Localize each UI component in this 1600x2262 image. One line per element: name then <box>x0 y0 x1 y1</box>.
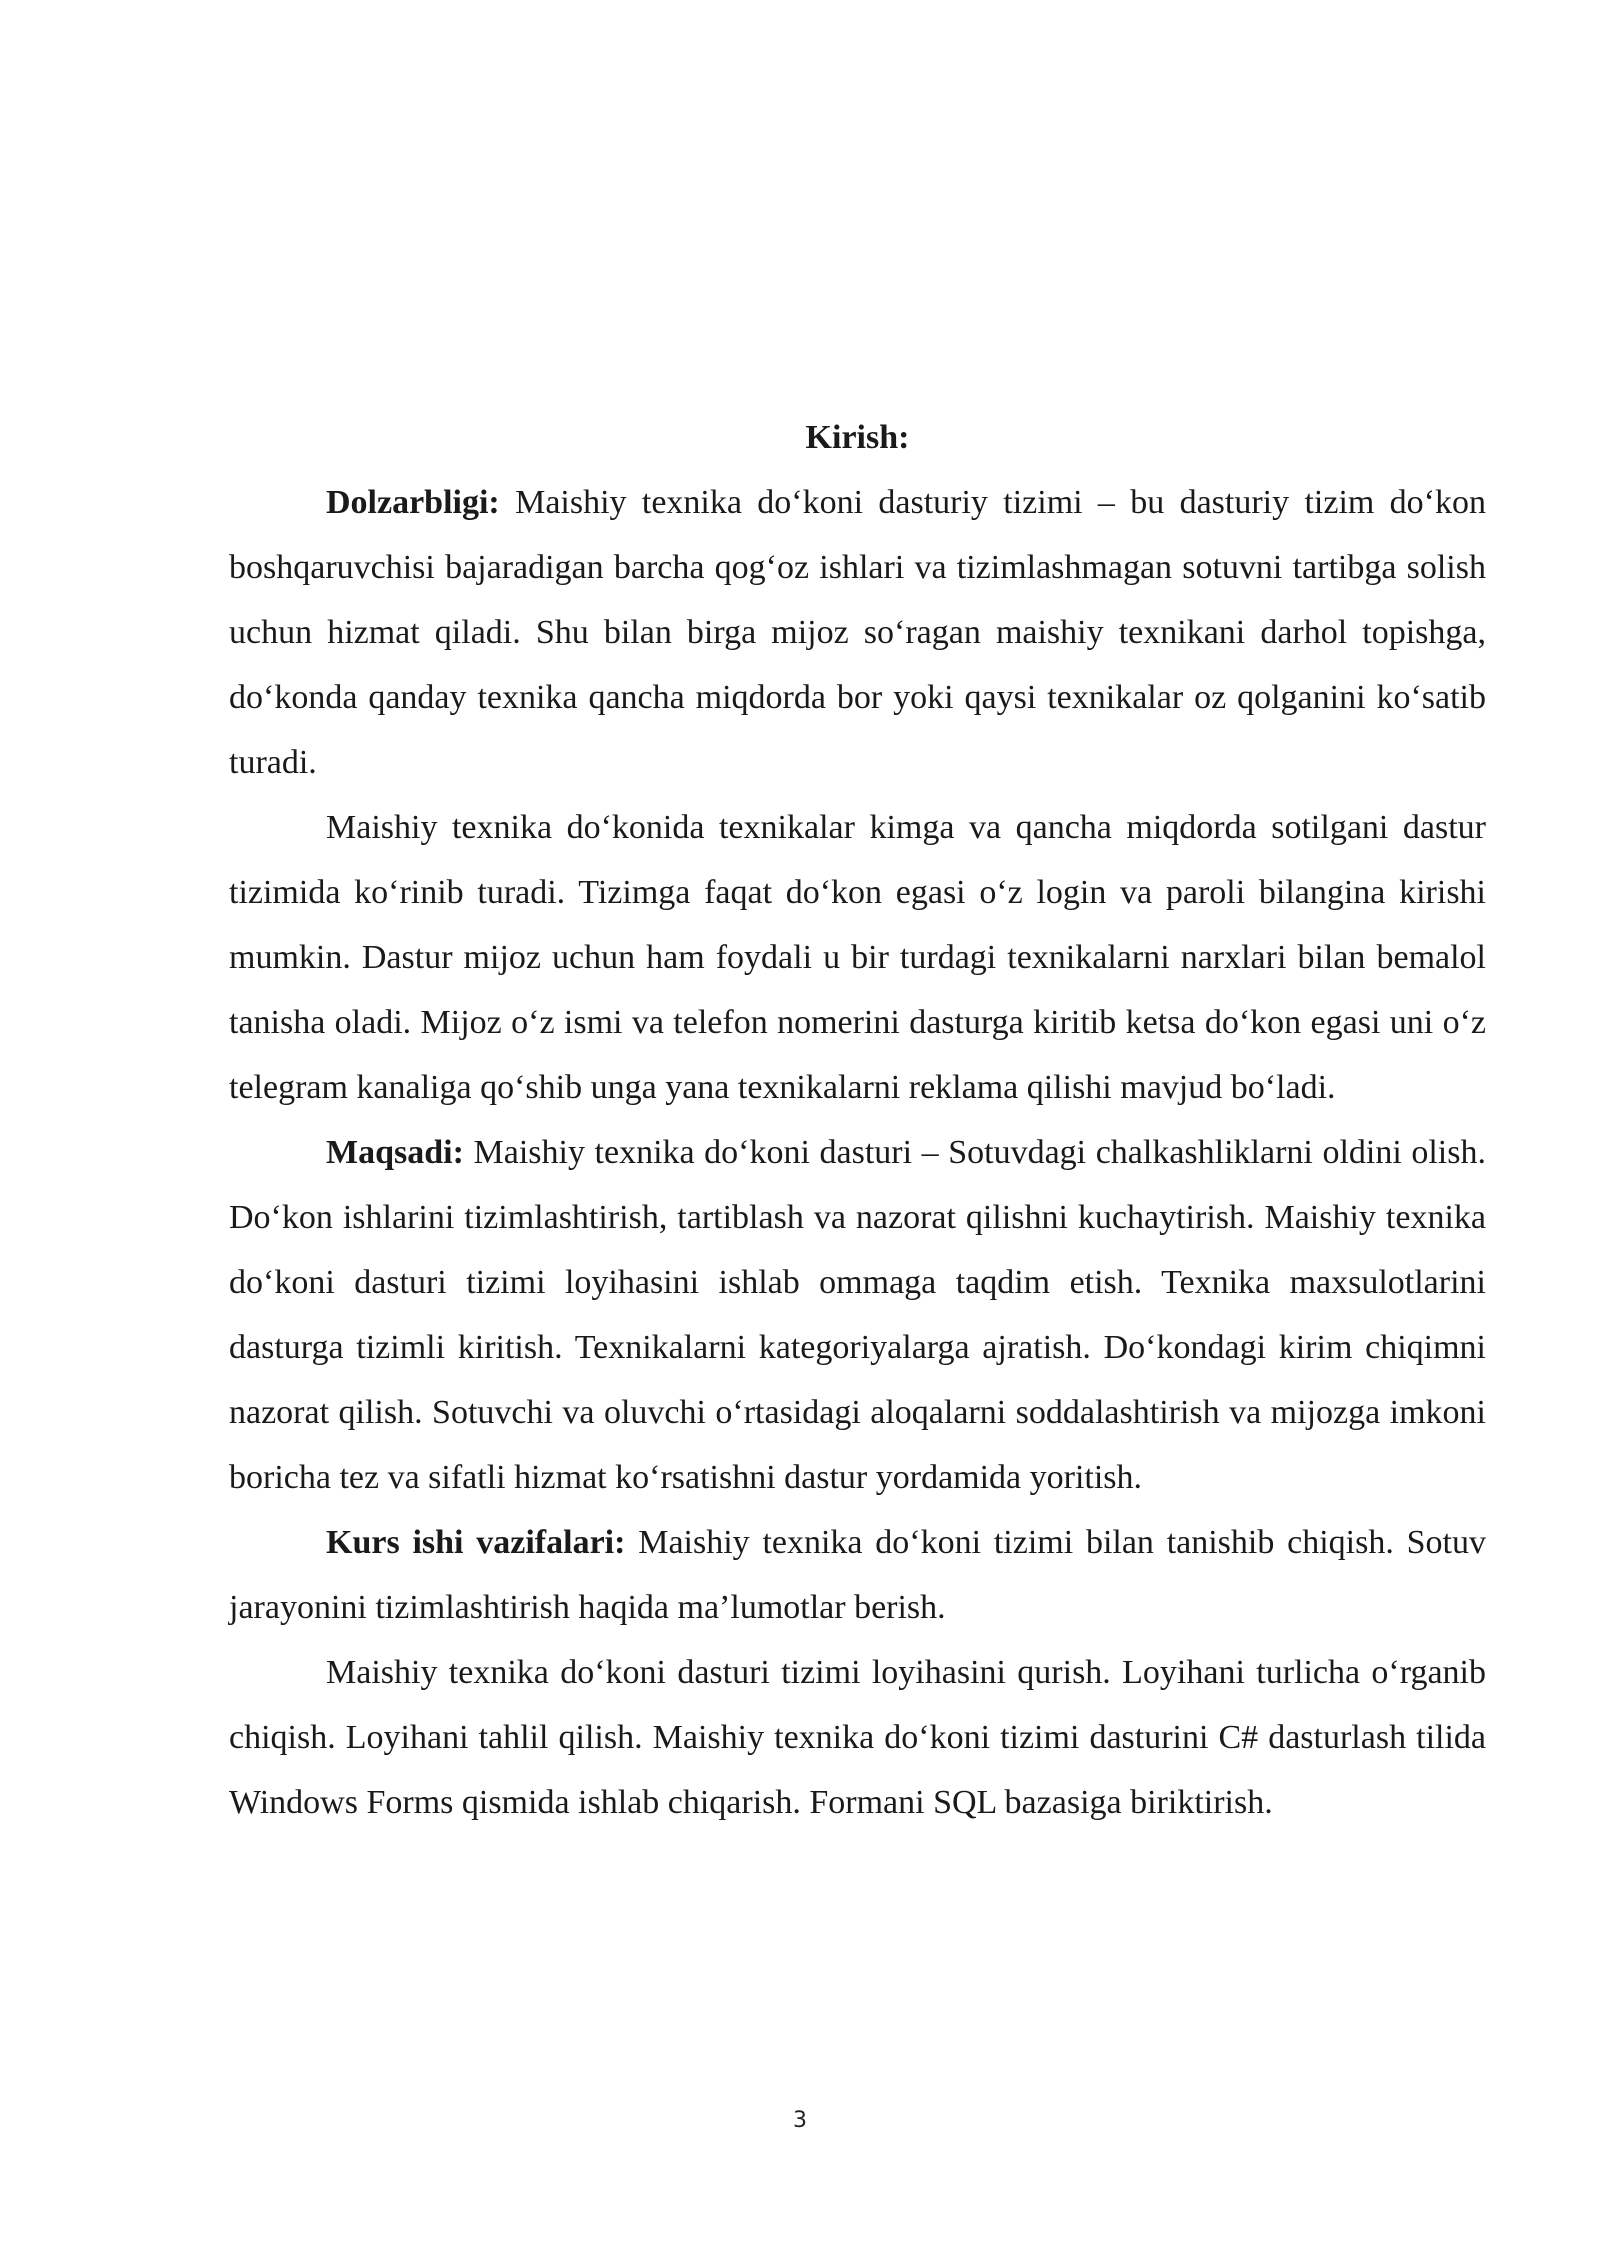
paragraph-text: Maishiy texnika do‘konida texnikalar kimga va qancha miqdorda sotilgani dastur tizimida ko‘rinib turadi. Tizimga faqat do‘kon egasi o‘z login va paroli bilangina kirishi mumkin. Dastur mijoz uchun ham foydali u bir turdagi texnikalarni narxlari bilan bemalol tanisha oladi. Mijoz o‘z ismi va telefon nomerini dasturga kiritib ketsa do‘kon egasi uni o‘z telegram kanaliga qo‘shib unga yana texnikalarni reklama qilishi mavjud bo‘ladi. <box>229 809 1486 1106</box>
section-heading: Kirish: <box>805 419 910 456</box>
paragraph-lead: Maqsadi: <box>326 1134 464 1171</box>
paragraph-text: Maishiy texnika do‘koni dasturiy tizimi – bu dasturiy tizim do‘kon boshqaruvchisi bajaradigan barcha qog‘oz ishlari va tizimlashmagan sotuvni tartibga solish uchun hizmat qiladi. Shu bilan birga mijoz so‘ragan maishiy texnikani darhol topishga, do‘konda qanday texnika qancha miqdorda bor yoki qaysi texnikalar oz qolganini ko‘satib turadi. <box>229 484 1486 781</box>
paragraph-text: Maishiy texnika do‘koni dasturi tizimi loyihasini qurish. Loyihani turlicha o‘rganib chiqish. Loyihani tahlil qilish. Maishiy texnika do‘koni tizimi dasturini C# dasturlash tilida Windows Forms qismida ishlab chiqarish. Formani SQL bazasiga biriktirish. <box>229 1654 1486 1821</box>
paragraph-text: Maishiy texnika do‘koni dasturi – Sotuvdagi chalkashliklarni oldini olish. Do‘kon ishlarini tizimlashtirish, tartiblash va nazorat qilishni kuchaytirish. Maishiy texnika do‘koni dasturi tizimi loyihasini ishlab ommaga taqdim etish. Texnika maxsulotlarini dasturga tizimli kiritish. Texnikalarni kategoriyalarga ajratish. Do‘kondagi kirim chiqimni nazorat qilish. Sotuvchi va oluvchi o‘rtasidagi aloqalarni soddalashtirish va mijozga imkoni boricha tez va sifatli hizmat ko‘rsatishni dastur yordamida yoritish. <box>229 1134 1486 1496</box>
paragraph-vazifalari <box>229 1510 1486 1640</box>
paragraph-dolzarbligi <box>229 470 1486 795</box>
paragraph-maqsadi <box>229 1120 1486 1510</box>
paragraph-text: Maishiy texnika do‘koni tizimi bilan tanishib chiqish. Sotuv jarayonini tizimlashtirish haqida ma’lumotlar berish. <box>229 1524 1486 1626</box>
paragraph-lead: Kurs ishi vazifalari: <box>326 1524 626 1561</box>
paragraph-lead: Dolzarbligi: <box>326 484 500 521</box>
paragraph-project-build <box>229 1640 1486 1835</box>
paragraph-sales-visibility <box>229 795 1486 1120</box>
document-body <box>229 405 1486 1835</box>
page-number: 3 <box>793 2108 807 2133</box>
